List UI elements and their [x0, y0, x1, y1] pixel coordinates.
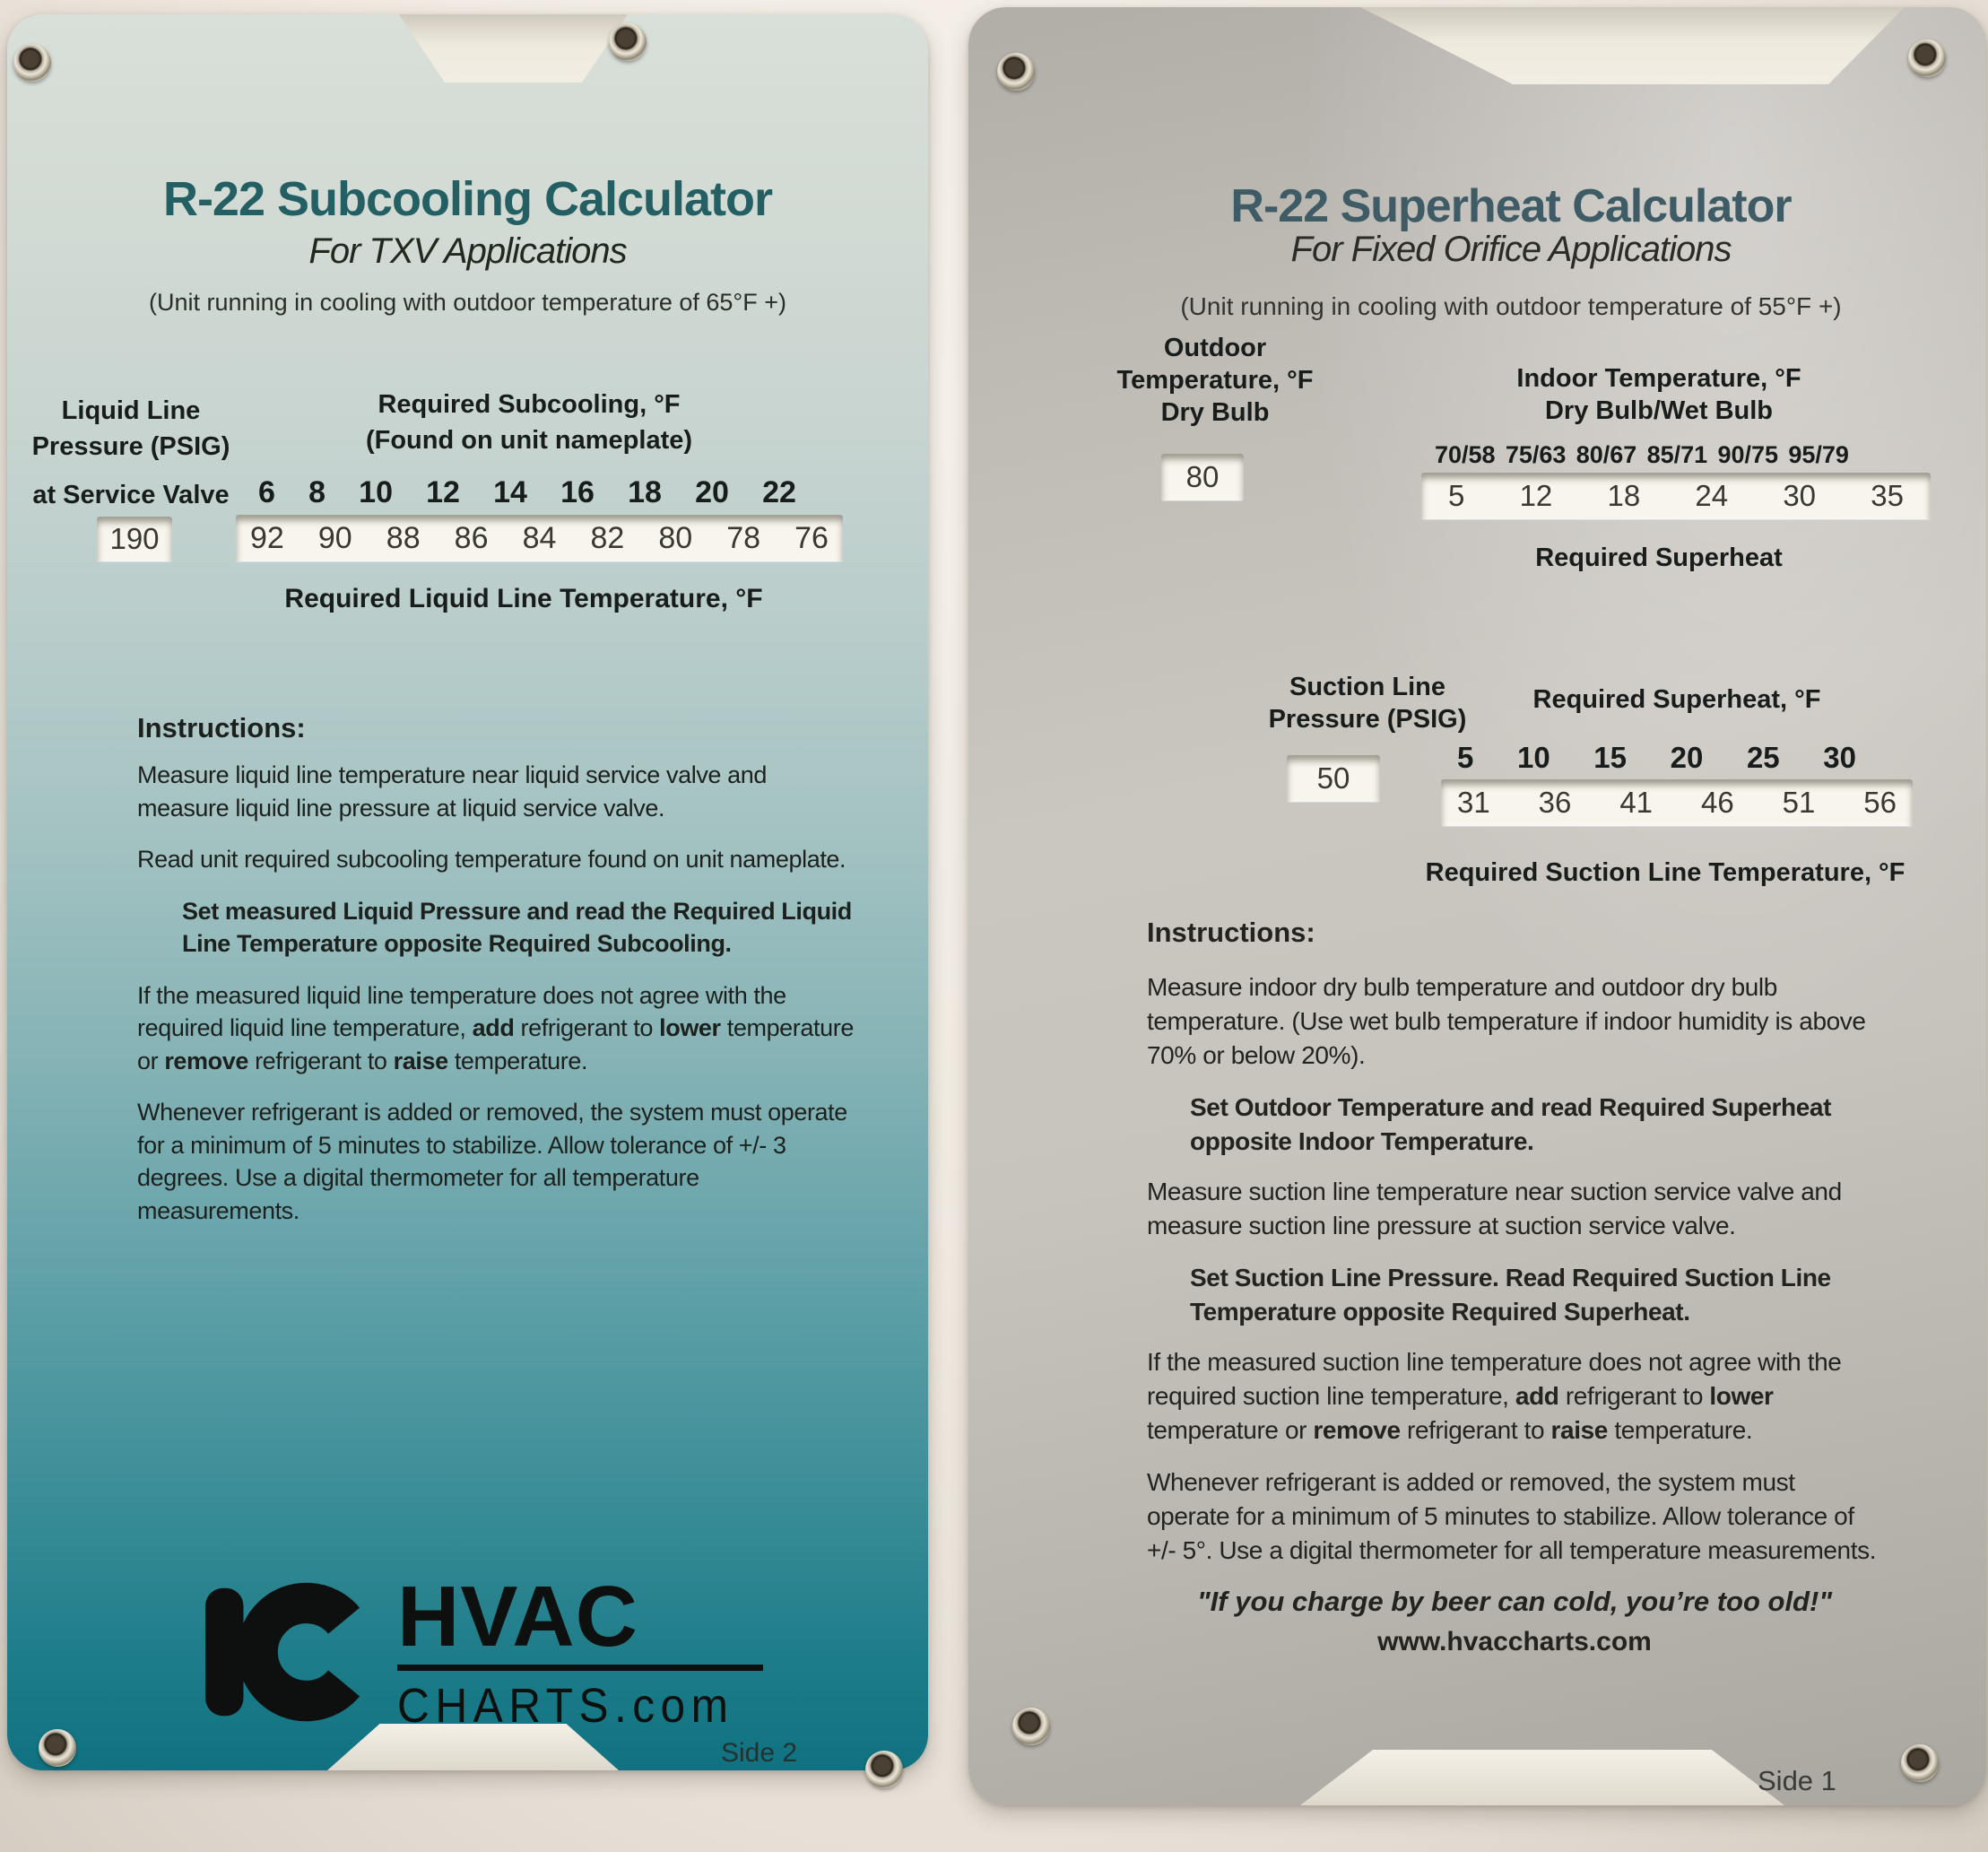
indoor-temperature-header [1390, 362, 1928, 427]
required-superheat-value: 30 [1783, 479, 1817, 512]
required-subcooling-header [260, 387, 798, 458]
superheat-tick: 30 [1823, 741, 1856, 774]
required-superheat-value: 18 [1607, 479, 1641, 512]
subcooling-tick: 6 [258, 475, 275, 509]
superheat-tick: 15 [1593, 741, 1628, 774]
instruction-paragraph: Whenever refrigerant is added or removed, the system must operate for a minimum of 5 minutes to stabilize. Allow tolerance of +/- 5°. Use a digital thermometer for all temperature measurements. [1147, 1468, 1877, 1564]
slogan-quote: "If you charge by beer can cold, you’re too old!" [1196, 1586, 1833, 1617]
superheat-calculator-card [968, 7, 1986, 1805]
label-line: Liquid Line [61, 396, 201, 425]
suction-line-temp-value: 51 [1782, 786, 1816, 819]
instructions-title: Instructions: [137, 712, 306, 743]
grommet [997, 53, 1035, 91]
suction-window-caption: Required Suction Line Temperature, °F [1425, 858, 1906, 887]
grommet [1012, 1708, 1050, 1745]
suction-line-temperature-window [1441, 779, 1913, 826]
text-segment: lower [659, 1014, 721, 1041]
label-line: Pressure (PSIG) [1268, 705, 1467, 734]
suction-line-temp-value: 56 [1863, 786, 1897, 819]
label-line: Suction Line [1289, 673, 1445, 701]
instruction-paragraph: Whenever refrigerant is added or removed, the system must operate for a minimum of 5 minutes to stabilize. Allow tolerance of +/- 3 degrees. Use a digital thermometer for all temperature measurements. [137, 1099, 847, 1224]
liquid-line-temp-value: 76 [794, 520, 829, 555]
indoor-tick: 75/63 [1505, 441, 1567, 468]
header-line: Dry Bulb/Wet Bulb [1544, 396, 1774, 425]
indoor-tick: 80/67 [1576, 441, 1637, 468]
liquid-line-temp-value: 88 [386, 520, 421, 555]
indoor-tick: 70/58 [1435, 441, 1496, 468]
text-segment: remove [1313, 1416, 1401, 1444]
website-url: www.hvaccharts.com [1377, 1627, 1652, 1656]
instruction-paragraph-bold: Set Suction Line Pressure. Read Required Suction Line Temperature opposite Required Superheat. [1190, 1264, 1831, 1326]
subcooling-tick: 8 [308, 475, 326, 509]
liquid-line-temp-value: 80 [658, 520, 693, 555]
grommet [1908, 39, 1946, 77]
grommet [609, 23, 647, 61]
instruction-paragraph-bold: Set Outdoor Temperature and read Required Superheat opposite Indoor Temperature. [1190, 1093, 1831, 1155]
suction-pressure-value: 50 [1316, 761, 1350, 795]
text-segment: raise [393, 1047, 448, 1074]
label-line: Dry Bulb [1160, 398, 1270, 427]
card-title: R-22 Subcooling Calculator [162, 172, 773, 226]
subcooling-tick: 14 [493, 475, 527, 509]
text-segment: lower [1709, 1382, 1774, 1410]
required-superheat-value: 24 [1695, 479, 1729, 512]
liquid-line-temp-value: 82 [590, 520, 625, 555]
liquid-line-temp-value: 90 [317, 520, 352, 555]
text-segment: temperature or [1147, 1416, 1314, 1444]
text-segment: refrigerant to [247, 1047, 394, 1074]
suction-line-temp-value: 41 [1619, 786, 1654, 819]
liquid-line-temp-value: 92 [250, 520, 284, 555]
liquid-pressure-window [97, 517, 172, 561]
grommet [1901, 1744, 1939, 1782]
text-segment: refrigerant to [514, 1014, 660, 1041]
text-segment: If the measured liquid line temperature does not agree with the required liquid line temperature, [137, 981, 786, 1041]
required-superheat-caption: Required Superheat [1535, 543, 1783, 572]
suction-line-temp-value: 31 [1457, 786, 1490, 819]
text-segment: remove [164, 1047, 248, 1074]
text-segment: refrigerant to [1558, 1382, 1710, 1410]
text-segment: refrigerant to [1400, 1416, 1551, 1444]
required-superheat-value: 35 [1871, 479, 1904, 512]
required-superheat-value: 12 [1519, 479, 1553, 512]
side-label: Side 2 [721, 1738, 798, 1768]
text-segment: If the measured suction line temperature does not agree with the required suction line temperature, [1147, 1348, 1842, 1410]
label-line: Temperature, °F [1116, 366, 1314, 395]
superheat-tick: 20 [1670, 741, 1704, 774]
instructions-section [1147, 917, 1882, 1657]
hvaccharts-logo-monogram-icon [200, 1577, 379, 1727]
superheat-scale-header: Required Superheat, °F [1532, 685, 1821, 714]
text-segment: add [1515, 1382, 1559, 1410]
suction-line-temp-value: 46 [1700, 786, 1734, 819]
grommet [39, 1729, 76, 1767]
subcooling-calculator-card [7, 14, 928, 1770]
text-segment: temperature. [447, 1047, 588, 1074]
window-caption: Required Liquid Line Temperature, °F [284, 584, 763, 613]
liquid-line-pressure-label [13, 393, 248, 513]
card-title: R-22 Superheat Calculator [1230, 180, 1792, 232]
subcooling-tick: 18 [628, 475, 662, 509]
label-line: at Service Valve [32, 481, 230, 509]
liquid-line-temp-value: 78 [726, 520, 761, 555]
instructions-section [137, 712, 855, 1246]
top-thumb-notch [1360, 7, 1905, 84]
subcooling-tick: 20 [695, 475, 729, 509]
logo-wordmark: HVAC [397, 1577, 763, 1671]
condition-note: (Unit running in cooling with outdoor temperature of 65°F +) [149, 289, 786, 316]
side-label: Side 1 [1758, 1765, 1836, 1796]
instruction-paragraph: Measure liquid line temperature near liquid service valve and measure liquid line pressure at liquid service valve. [137, 761, 767, 822]
suction-pressure-window [1287, 755, 1380, 802]
logo-text [397, 1569, 763, 1734]
grommet [13, 44, 51, 82]
text-segment: raise [1550, 1416, 1608, 1444]
superheat-scale [1457, 741, 1856, 775]
hvaccharts-logo [200, 1569, 763, 1734]
required-superheat-window [1421, 473, 1931, 519]
superheat-tick: 5 [1457, 741, 1474, 774]
condition-note: (Unit running in cooling with outdoor temperature of 55°F +) [1180, 292, 1842, 320]
outdoor-temperature-window [1161, 454, 1244, 500]
instruction-paragraph [1147, 1345, 1882, 1448]
outdoor-temperature-label [1098, 332, 1332, 429]
suction-line-temp-value: 36 [1538, 786, 1572, 819]
superheat-tick: 10 [1516, 741, 1550, 774]
text-segment: add [472, 1014, 515, 1041]
subcooling-tick: 22 [762, 475, 796, 509]
card-subtitle: For Fixed Orifice Applications [1290, 230, 1732, 269]
header-line: (Found on unit nameplate) [365, 426, 693, 455]
instruction-paragraph [137, 979, 855, 1078]
label-line: Outdoor [1163, 334, 1267, 362]
text-segment: temperature or [137, 1014, 854, 1074]
liquid-line-temp-value: 86 [454, 520, 489, 555]
liquid-pressure-value: 190 [109, 522, 160, 555]
logo-domain: CHARTS.com [397, 1679, 734, 1733]
instruction-paragraph-bold: Set measured Liquid Pressure and read the Required Liquid Line Temperature opposite Required Subcooling. [182, 897, 852, 957]
subcooling-tick: 16 [560, 475, 595, 509]
subcooling-scale [258, 475, 796, 510]
instructions-title: Instructions: [1147, 917, 1315, 948]
instruction-paragraph: Measure indoor dry bulb temperature and outdoor dry bulb temperature. (Use wet bulb temperature if indoor humidity is above 70% or below 20%). [1147, 973, 1866, 1069]
header-line: Indoor Temperature, °F [1516, 364, 1801, 393]
top-thumb-notch [399, 14, 628, 83]
subcooling-tick: 12 [426, 475, 460, 509]
grommet [865, 1751, 903, 1788]
liquid-line-temperature-window [236, 515, 843, 561]
text-segment: temperature. [1607, 1416, 1753, 1444]
subcooling-tick: 10 [359, 475, 393, 509]
instruction-paragraph: Read unit required subcooling temperature found on unit nameplate. [137, 846, 846, 873]
indoor-temperature-scale [1435, 441, 1849, 469]
header-line: Required Subcooling, °F [378, 390, 681, 419]
indoor-tick: 85/71 [1646, 441, 1708, 468]
liquid-line-temp-value: 84 [522, 520, 557, 555]
indoor-tick: 90/75 [1717, 441, 1779, 468]
label-line: Pressure (PSIG) [31, 432, 230, 461]
bottom-thumb-notch [1300, 1750, 1784, 1805]
instruction-paragraph: Measure suction line temperature near suction service valve and measure suction line pressure at suction service valve. [1147, 1178, 1842, 1239]
superheat-tick: 25 [1746, 741, 1780, 774]
card-subtitle: For TXV Applications [308, 231, 627, 271]
required-superheat-value: 5 [1448, 479, 1465, 512]
indoor-tick: 95/79 [1788, 441, 1849, 468]
outdoor-temperature-value: 80 [1185, 460, 1220, 493]
